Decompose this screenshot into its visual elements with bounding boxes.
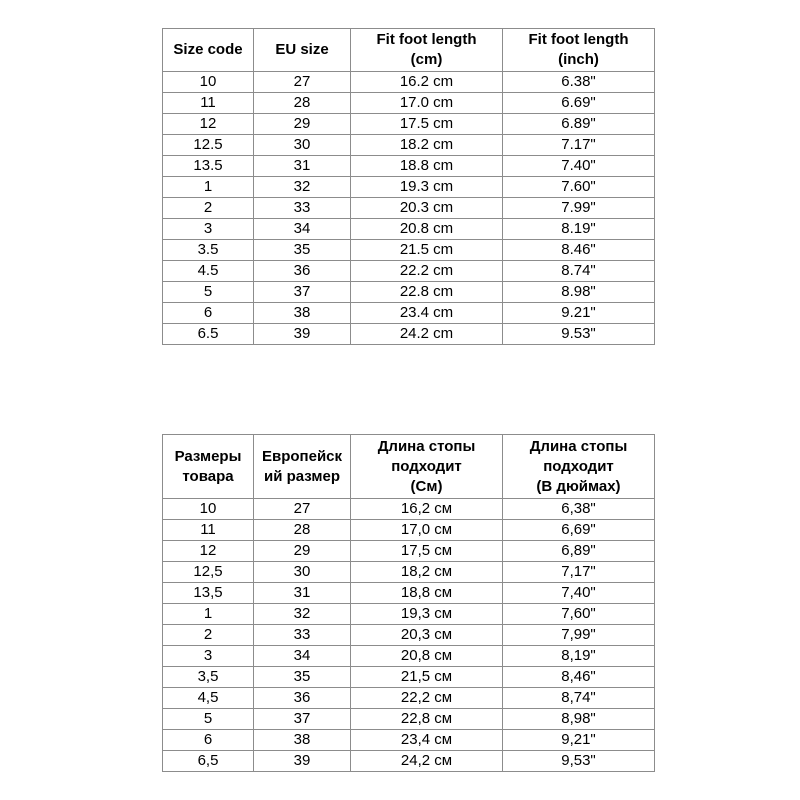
- table-cell: 8,98": [503, 709, 655, 730]
- table-cell: 8,19": [503, 646, 655, 667]
- column-header: [163, 29, 254, 72]
- table-cell: 6: [163, 730, 254, 751]
- column-header-text: Fit foot length: [528, 31, 629, 48]
- table-cell: 6.38": [503, 72, 655, 93]
- table-cell: 2: [163, 198, 254, 219]
- table-cell: 6,69": [503, 520, 655, 541]
- table-cell: 22.8 cm: [351, 282, 503, 303]
- table-cell: 24.2 cm: [351, 324, 503, 345]
- table-row: [163, 583, 655, 604]
- table-cell: 7,17": [503, 562, 655, 583]
- table-cell: 18,8 см: [351, 583, 503, 604]
- table-cell: 37: [254, 709, 351, 730]
- table-row: [163, 324, 655, 345]
- table-cell: 10: [163, 499, 254, 520]
- table-cell: 24,2 см: [351, 751, 503, 772]
- column-header: [254, 29, 351, 72]
- table-cell: 7.60": [503, 177, 655, 198]
- table-row: [163, 646, 655, 667]
- table-cell: 8.98": [503, 282, 655, 303]
- table-cell: 31: [254, 583, 351, 604]
- table-cell: 10: [163, 72, 254, 93]
- size-chart-english: [162, 28, 655, 345]
- table-cell: 9,53": [503, 751, 655, 772]
- table-cell: 28: [254, 93, 351, 114]
- column-header-text: EU size: [275, 41, 329, 58]
- table-row: [163, 177, 655, 198]
- table-cell: 17,0 см: [351, 520, 503, 541]
- table-cell: 7.17": [503, 135, 655, 156]
- table-cell: 17.0 cm: [351, 93, 503, 114]
- column-header-text: Размеры: [174, 447, 242, 465]
- table-row: [163, 135, 655, 156]
- table-cell: 6,38": [503, 499, 655, 520]
- table-body: [163, 72, 655, 345]
- table-cell: 31: [254, 156, 351, 177]
- column-header: [254, 435, 351, 499]
- table-cell: 1: [163, 604, 254, 625]
- table-cell: 18.8 cm: [351, 156, 503, 177]
- table-cell: 20.3 cm: [351, 198, 503, 219]
- column-header-text: Fit foot length: [376, 31, 477, 48]
- table-cell: 3: [163, 646, 254, 667]
- table-cell: 9.53": [503, 324, 655, 345]
- column-header-text: товара: [182, 467, 234, 485]
- table-cell: 29: [254, 541, 351, 562]
- table-header: [163, 435, 655, 499]
- table-row: [163, 93, 655, 114]
- table-cell: 19.3 cm: [351, 177, 503, 198]
- table-cell: 7.99": [503, 198, 655, 219]
- table-row: [163, 72, 655, 93]
- table-row: [163, 114, 655, 135]
- table-cell: 8,46": [503, 667, 655, 688]
- table-cell: 12.5: [163, 135, 254, 156]
- table-header: [163, 29, 655, 72]
- column-header-text: Size code: [173, 41, 243, 58]
- column-header: [351, 29, 503, 72]
- table-cell: 3: [163, 219, 254, 240]
- table-cell: 20,3 см: [351, 625, 503, 646]
- column-header: [163, 435, 254, 499]
- column-header-text: Длина стопы: [529, 437, 628, 455]
- table-cell: 5: [163, 709, 254, 730]
- table-cell: 34: [254, 219, 351, 240]
- table-cell: 39: [254, 751, 351, 772]
- table-cell: 6,89": [503, 541, 655, 562]
- table-cell: 11: [163, 520, 254, 541]
- table-cell: 3,5: [163, 667, 254, 688]
- table-cell: 8.74": [503, 261, 655, 282]
- table-cell: 9.21": [503, 303, 655, 324]
- table-cell: 27: [254, 72, 351, 93]
- table-cell: 35: [254, 240, 351, 261]
- table-row: [163, 604, 655, 625]
- table-row: [163, 303, 655, 324]
- table-cell: 36: [254, 688, 351, 709]
- table-cell: 35: [254, 667, 351, 688]
- table-cell: 23,4 см: [351, 730, 503, 751]
- table-cell: 4.5: [163, 261, 254, 282]
- column-header-text: (В дюймах): [536, 477, 621, 495]
- table-cell: 12,5: [163, 562, 254, 583]
- column-header-text: подходит: [543, 457, 614, 475]
- column-header-text: (inch): [558, 51, 599, 68]
- table-cell: 33: [254, 625, 351, 646]
- table-row: [163, 282, 655, 303]
- column-header: [503, 29, 655, 72]
- table-cell: 4,5: [163, 688, 254, 709]
- table-cell: 28: [254, 520, 351, 541]
- column-header-text: подходит: [391, 457, 462, 475]
- table-cell: 8,74": [503, 688, 655, 709]
- table-cell: 21,5 см: [351, 667, 503, 688]
- table-row: [163, 688, 655, 709]
- table-row: [163, 730, 655, 751]
- table-cell: 7,99": [503, 625, 655, 646]
- table-cell: 36: [254, 261, 351, 282]
- column-header-text: Длина стопы: [377, 437, 476, 455]
- column-header-text: Европейск: [261, 447, 343, 465]
- table-cell: 20.8 cm: [351, 219, 503, 240]
- table-cell: 32: [254, 604, 351, 625]
- table-cell: 22,8 см: [351, 709, 503, 730]
- table-row: [163, 156, 655, 177]
- table-cell: 22.2 cm: [351, 261, 503, 282]
- table-row: [163, 240, 655, 261]
- table-cell: 3.5: [163, 240, 254, 261]
- table-cell: 16,2 см: [351, 499, 503, 520]
- table-cell: 30: [254, 562, 351, 583]
- table-cell: 20,8 см: [351, 646, 503, 667]
- table-cell: 19,3 см: [351, 604, 503, 625]
- table-cell: 2: [163, 625, 254, 646]
- table-cell: 38: [254, 303, 351, 324]
- table-row: [163, 541, 655, 562]
- table-cell: 5: [163, 282, 254, 303]
- table-cell: 9,21": [503, 730, 655, 751]
- table-cell: 38: [254, 730, 351, 751]
- table-cell: 1: [163, 177, 254, 198]
- table-cell: 22,2 см: [351, 688, 503, 709]
- table-row: [163, 625, 655, 646]
- size-chart-russian: [162, 434, 655, 772]
- table-cell: 6.69": [503, 93, 655, 114]
- table-cell: 29: [254, 114, 351, 135]
- column-header-text: (См): [410, 477, 443, 495]
- table-cell: 37: [254, 282, 351, 303]
- table-row: [163, 261, 655, 282]
- table-cell: 11: [163, 93, 254, 114]
- table-cell: 13,5: [163, 583, 254, 604]
- table-row: [163, 562, 655, 583]
- table-cell: 8.46": [503, 240, 655, 261]
- table-cell: 7.40": [503, 156, 655, 177]
- table-cell: 6.89": [503, 114, 655, 135]
- table-cell: 12: [163, 541, 254, 562]
- table-cell: 6: [163, 303, 254, 324]
- table-cell: 18,2 см: [351, 562, 503, 583]
- table-cell: 33: [254, 198, 351, 219]
- table-row: [163, 667, 655, 688]
- table-cell: 6.5: [163, 324, 254, 345]
- table-row: [163, 198, 655, 219]
- column-header-text: (cm): [410, 51, 443, 68]
- table-cell: 27: [254, 499, 351, 520]
- table-row: [163, 219, 655, 240]
- table-row: [163, 499, 655, 520]
- table-row: [163, 751, 655, 772]
- column-header: [351, 435, 503, 499]
- table-cell: 18.2 cm: [351, 135, 503, 156]
- table-cell: 7,40": [503, 583, 655, 604]
- table-cell: 30: [254, 135, 351, 156]
- table-cell: 6,5: [163, 751, 254, 772]
- table-row: [163, 709, 655, 730]
- table-cell: 8.19": [503, 219, 655, 240]
- table-cell: 34: [254, 646, 351, 667]
- table-cell: 13.5: [163, 156, 254, 177]
- table-cell: 17.5 cm: [351, 114, 503, 135]
- column-header: [503, 435, 655, 499]
- table-cell: 12: [163, 114, 254, 135]
- table-cell: 16.2 cm: [351, 72, 503, 93]
- column-header-text: ий размер: [264, 467, 340, 485]
- table-cell: 32: [254, 177, 351, 198]
- table-cell: 21.5 cm: [351, 240, 503, 261]
- table-body: [163, 499, 655, 772]
- table-cell: 17,5 см: [351, 541, 503, 562]
- table-cell: 39: [254, 324, 351, 345]
- table-cell: 7,60": [503, 604, 655, 625]
- table-row: [163, 520, 655, 541]
- table-cell: 23.4 cm: [351, 303, 503, 324]
